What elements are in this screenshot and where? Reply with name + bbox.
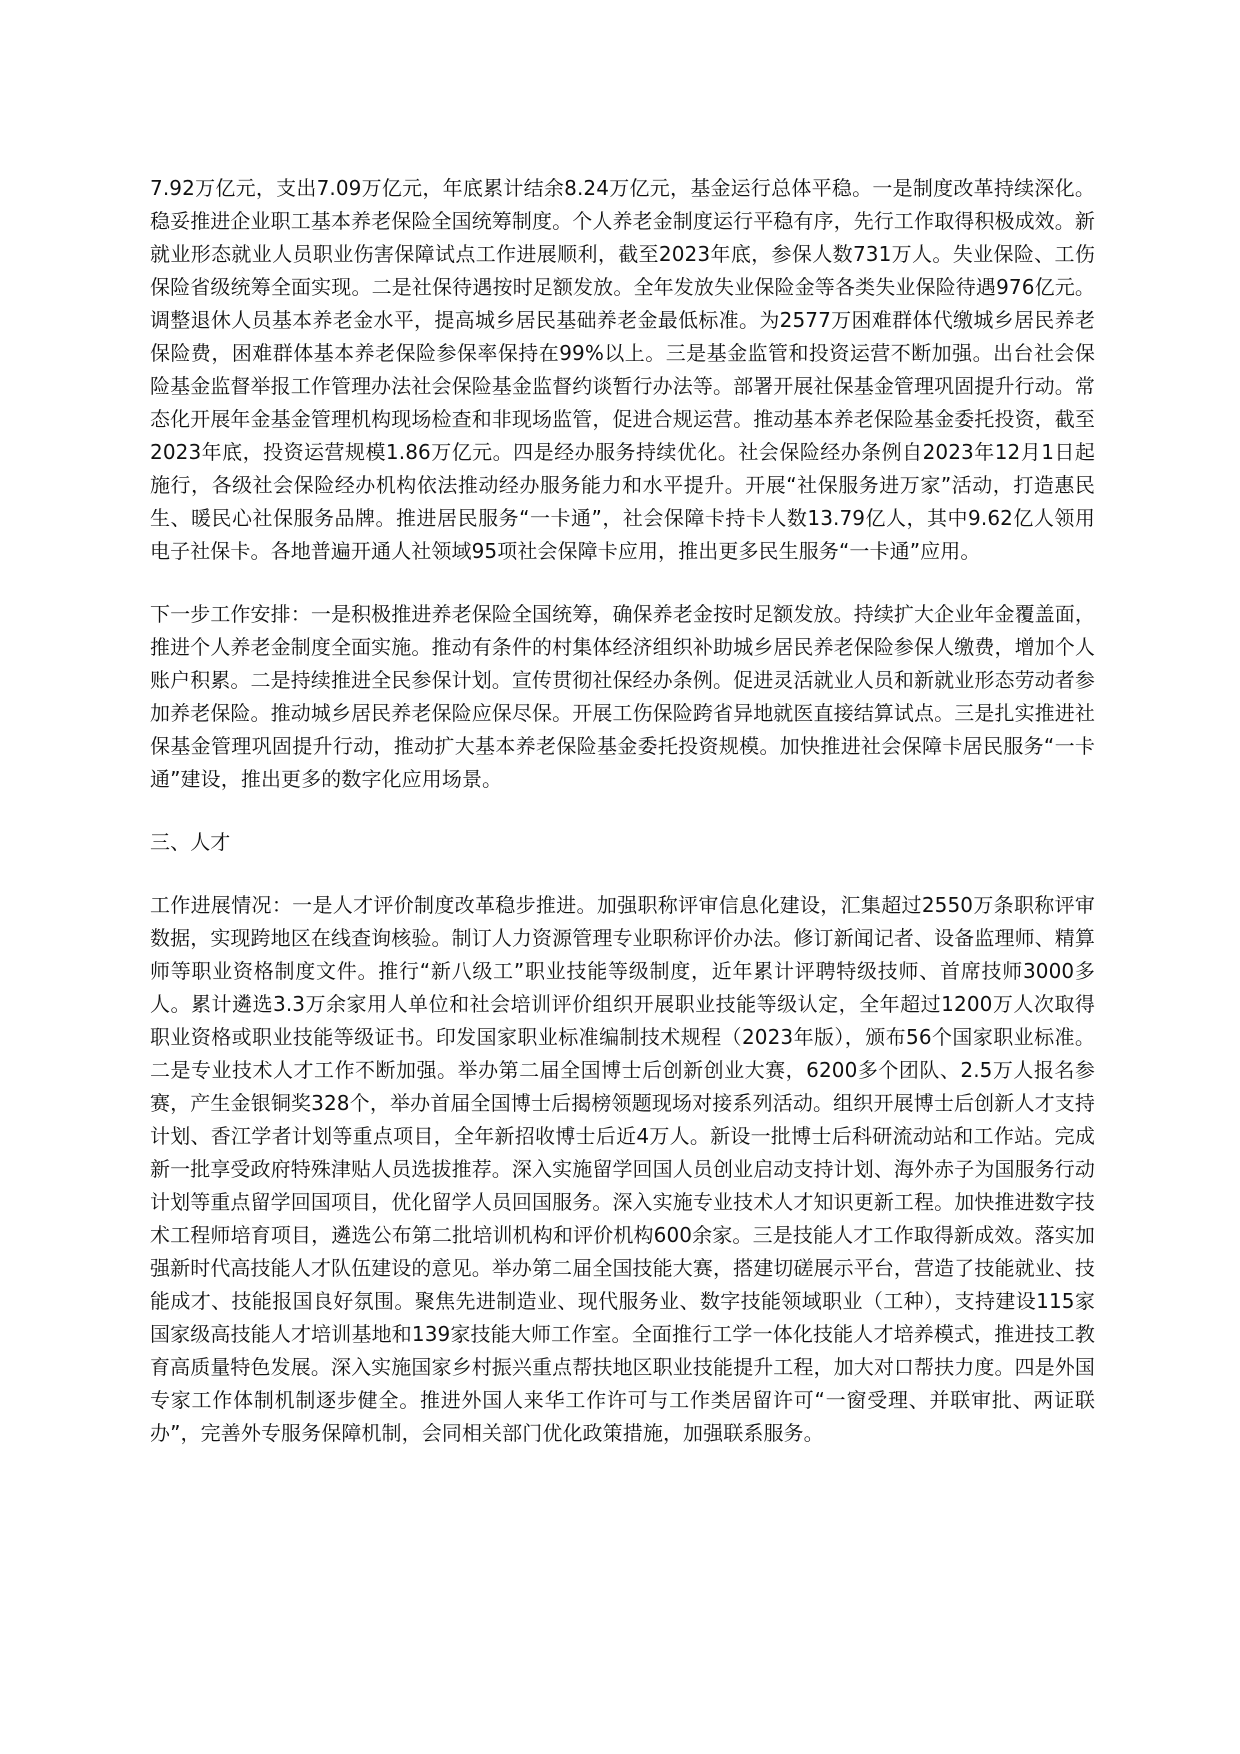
document-page xyxy=(150,172,1095,1480)
section-heading: 三、人才 xyxy=(150,830,231,854)
body-paragraph: 工作进展情况：一是人才评价制度改革稳步推进。加强职称评审信息化建设，汇集超过2550万条职称评审数据，实现跨地区在线查询核验。制订人力资源管理专业职称评价办法。修订新闻记者、设备监理师、精算师等职业资格制度文件。推行“新八级工”职业技能等级制度，近年累计评聘特级技师、首席技师3000多人。累计遴选3.3万余家用人单位和社会培训评价组织开展职业技能等级认定，全年超过1200万人次取得职业资格或职业技能等级证书。印发国家职业标准编制技术规程（2023年版），颁布56个国家职业标准。二是专业技术人才工作不断加强。举办第二届全国博士后创新创业大赛，6200多个团队、2.5万人报名参赛，产生金银铜奖328个，举办首届全国博士后揭榜领题现场对接系列活动。组织开展博士后创新人才支持计划、香江学者计划等重点项目，全年新招收博士后近4万人。新设一批博士后科研流动站和工作站。完成新一批享受政府特殊津贴人员选拔推荐。深入实施留学回国人员创业启动支持计划、海外赤子为国服务行动计划等重点留学回国项目，优化留学人员回国服务。深入实施专业技术人才知识更新工程。加快推进数字技术工程师培育项目，遴选公布第二批培训机构和评价机构600余家。三是技能人才工作取得新成效。落实加强新时代高技能人才队伍建设的意见。举办第二届全国技能大赛，搭建切磋展示平台，营造了技能就业、技能成才、技能报国良好氛围。聚焦先进制造业、现代服务业、数字技能领域职业（工种），支持建设115家国家级高技能人才培训基地和139家技能大师工作室。全面推行工学一体化技能人才培养模式，推进技工教育高质量特色发展。深入实施国家乡村振兴重点帮扶地区职业技能提升工程，加大对口帮扶力度。四是外国专家工作体制机制逐步健全。推进外国人来华工作许可与工作类居留许可“一窗受理、并联审批、两证联办”，完善外专服务保障机制，会同相关部门优化政策措施，加强联系服务。 xyxy=(150,893,1095,1445)
body-paragraph: 7.92万亿元，支出7.09万亿元，年底累计结余8.24万亿元，基金运行总体平稳。一是制度改革持续深化。稳妥推进企业职工基本养老保险全国统筹制度。个人养老金制度运行平稳有序，先行工作取得积极成效。新就业形态就业人员职业伤害保障试点工作进展顺利，截至2023年底，参保人数731万人。失业保险、工伤保险省级统筹全面实现。二是社保待遇按时足额发放。全年发放失业保险金等各类失业保险待遇976亿元。调整退休人员基本养老金水平，提高城乡居民基础养老金最低标准。为2577万困难群体代缴城乡居民养老保险费，困难群体基本养老保险参保率保持在99%以上。三是基金监管和投资运营不断加强。出台社会保险基金监督举报工作管理办法社会保险基金监督约谈暂行办法等。部署开展社保基金管理巩固提升行动。常态化开展年金基金管理机构现场检查和非现场监管，促进合规运营。推动基本养老保险基金委托投资，截至2023年底，投资运营规模1.86万亿元。四是经办服务持续优化。社会保险经办条例自2023年12月1日起施行，各级社会保险经办机构依法推动经办服务能力和水平提升。开展“社保服务进万家”活动，打造惠民生、暖民心社保服务品牌。推进居民服务“一卡通”，社会保障卡持卡人数13.79亿人，其中9.62亿人领用电子社保卡。各地普遍开通人社领域95项社会保障卡应用，推出更多民生服务“一卡通”应用。 xyxy=(150,176,1095,563)
body-paragraph: 下一步工作安排：一是积极推进养老保险全国统筹，确保养老金按时足额发放。持续扩大企业年金覆盖面，推进个人养老金制度全面实施。推动有条件的村集体经济组织补助城乡居民养老保险参保人缴费，增加个人账户积累。二是持续推进全民参保计划。宣传贯彻社保经办条例。促进灵活就业人员和新就业形态劳动者参加养老保险。推动城乡居民养老保险应保尽保。开展工伤保险跨省异地就医直接结算试点。三是扎实推进社保基金管理巩固提升行动，推动扩大基本养老保险基金委托投资规模。加快推进社会保障卡居民服务“一卡通”建设，推出更多的数字化应用场景。 xyxy=(150,602,1095,791)
